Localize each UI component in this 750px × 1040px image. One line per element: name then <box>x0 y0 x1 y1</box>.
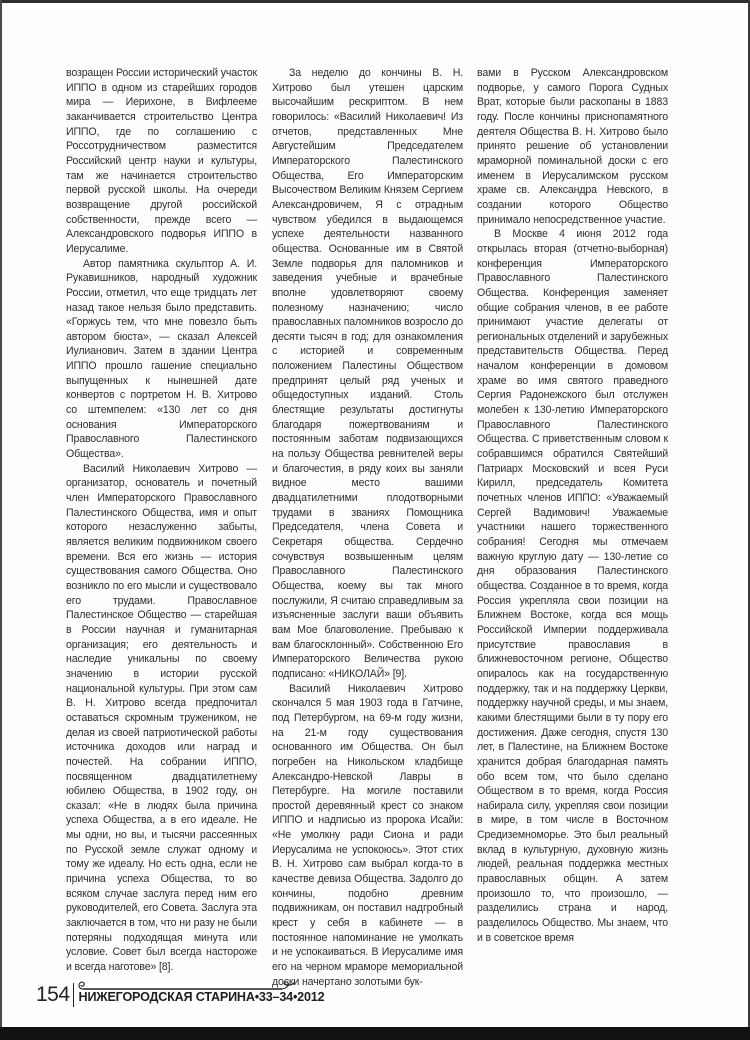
text-column <box>66 66 257 975</box>
paragraph: Автор памятника скульптор А. И. Рукавишников, народный художник России, отметил, что еще тридцать лет назад такое нельзя было представить. «Горжусь тем, что мне повезло быть автором бюста», — сказал Алексей Иулианович. Затем в здании Центра ИППО прошло гашение специально выпущенных к нынешней дате конвертов с портретом Н. В. Хитрово со штемпелем: «130 лет со дня основания Императорского Православного Палестинского Общества». <box>66 257 257 461</box>
paragraph: В Москве 4 июня 2012 года открылась вторая (отчетно-выборная) конференция Императорского Православного Палестинского Общества. Конференция заменяет общие собрания членов, в ее работе принимают участие делегаты от региональных отделений и зарубежных представительств Общества. Перед началом конференции в домовом храме во имя святого праведного Сергия Радонежского был отслужен молебен к 130-летию Императорского Православного Палестинского Общества. С приветственным словом к собравшимся обратился Святейший Патриарх Московский и всея Руси Кирилл, председатель Комитета почетных членов ИППО: «Уважаемый Сергей Вадимович! Уважаемые участники нашего торжественного собрания! Сегодня мы отмечаем важную круглую дату — 130-летие со дня образования Палестинского общества. Созданное в то время, когда Россия укрепляла свои позиции на Ближнем Востоке, когда вся мощь Российской Империи поддерживала присутствие православия в ближневосточном регионе, Общество опиралось как на государственную поддержку, так и на поддержку Церкви, поддержку научной среды, и мы знаем, какими блестящими были в ту пору его достижения. Даже сегодня, спустя 130 лет, в Палестине, на Ближнем Востоке хранится добрая благодарная память обо всем том, что было сделано Обществом в то время, когда Россия набирала силу, укрепляя свои позиции в мире, в том числе в Восточном Средиземноморье. Это был реальный вклад в культурную, духовную жизнь людей, реальная поддержка местных православных общин. А затем произошло то, что произошло, — разделились страна и народ, разделилось Общество. Мы знаем, что и в советское время <box>477 228 668 944</box>
paragraph: Василий Николаевич Хитрово скончался 5 мая 1903 года в Гатчине, под Петербургом, на 69-м году жизни, на 21-м году существования основанного им Общества. Он был погребен на Никольском кладбище Александро-Невской Лавры в Петербурге. На могиле поставили простой деревянный крест со знаком ИППО и надписью из пророка Исайи: «Не умолкну ради Сиона и ради Иерусалима не успокоюсь». Этот стих В. Н. Хитрово сам выбрал когда-то в качестве девиза Общества. Задолго до кончины, подобно древним подвижникам, он поставил надгробный крест у себя в кабинете — в постоянное напоминание не умолкать и не успокаиваться. В Иерусалиме имя его на черном мраморе мемориальной доски начертано золотыми бук- <box>272 682 463 988</box>
scan-edge-top <box>0 0 750 3</box>
text-column <box>477 66 668 945</box>
journal-title-block <box>73 983 325 1007</box>
paragraph: Василий Николаевич Хитрово — организатор, основатель и почетный член Императорского Православного Палестинского Общества, имя и опыт которого незаслуженно забыты, является великим подвижником своего времени. Вся его жизнь — история существования самого Общества. Оно возникло по его мысли и существовало его трудами. Православное Палестинское Общество — старейшая в России научная и гуманитарная организация; его деятельность и наследие уникальны по своему значению в истории русской национальной культуры. При этом сам В. Н. Хитрово всегда предпочитал оставаться скромным тружеником, не делая из своей патриотической работы источника доходов или наград и почестей. На собрании ИППО, посвященном двадцатилетнему юбилею Общества, в 1902 году, он сказал: «Не в людях была причина успеха Общества, а в его идеале. Не мы одни, но вы, и тысячи рассеянных по Русской земле служат одному и тому же идеалу. Но есть одна, если не причина успеха Общества, то во всяком случае заслуга перед ним его руководителей, его Совета. Заслуга эта заключается в том, что ни разу не были потеряны подходящая минута или условие. Совет был всегда настороже и всегда наготове» [8]. <box>66 462 257 974</box>
paragraph: За неделю до кончины В. Н. Хитрово был утешен царским высочайшим рескриптом. В нем говорилось: «Василий Николаевич! Из отчетов, представленных Мне Августейшим Председателем Императорского Палестинского Общества, Его Императорским Высочеством Великим Князем Сергием Александровичем, Я с отрадным чувством убедился в выдающемся успехе деятельности названного общества. Основанные им в Святой Земле подворья для паломников и заведения учебные и врачебные вполне удовлетворяют своему полезному назначению; число православных паломников возросло до десяти тысяч в год; для ознакомления с историей и современным положением Палестины Обществом предпринят целый ряд ученых и общедоступных изданий. Столь блестящие результаты достигнуты благодаря пожертвованиям и постоянным заботам подвизающихся на пользу Общества ревнителей веры и благочестия, в ряду коих вы заняли видное место вашими двадцатилетними плодотворными трудами в званиях Помощника Председателя, члена Совета и Секретаря общества. Сердечно сочувствуя возвышенным целям Православного Палестинского Общества, коему вы так много послужили, Я считаю справедливым за изъясненные заслуги ваши объявить вам Мое благоволение. Пребываю к вам благосклонный». Собственною Его Императорского Величества рукою подписано: «НИКОЛАЙ» [9]. <box>272 67 463 680</box>
scan-edge-bottom <box>0 1027 750 1040</box>
paragraph: вами в Русском Александровском подворье, у самого Порога Судных Врат, которые были раскопаны в 1883 году. После кончины приснопамятного деятеля Общества В. Н. Хитрово было принято решение об установлении мраморной поминальной доски с его именем в Иерусалимском русском храме св. Александра Невского, в создании которого Общество принимало непосредственное участие. <box>477 67 668 226</box>
footer-flourish-line <box>76 979 300 992</box>
paragraph: возращен России исторический участок ИППО в одном из старейших городов мира — Иерихоне, в Вифлееме заканчивается строительство Центра ИППО, где по соглашению с Россотрудничеством разместится Российский центр науки и культуры, там же начинается строительство первой русской школы. На очереди возвращение другой российской собственности, прежде всего — Александровского подворья ИППО в Иерусалиме. <box>66 67 257 255</box>
scan-edge-left <box>0 0 2 1040</box>
page-footer <box>36 983 324 1007</box>
text-column <box>272 66 463 989</box>
page-number: 154 <box>36 983 70 1006</box>
journal-title: НИЖЕГОРОДСКАЯ СТАРИНА•33–34•2012 <box>78 990 325 1004</box>
